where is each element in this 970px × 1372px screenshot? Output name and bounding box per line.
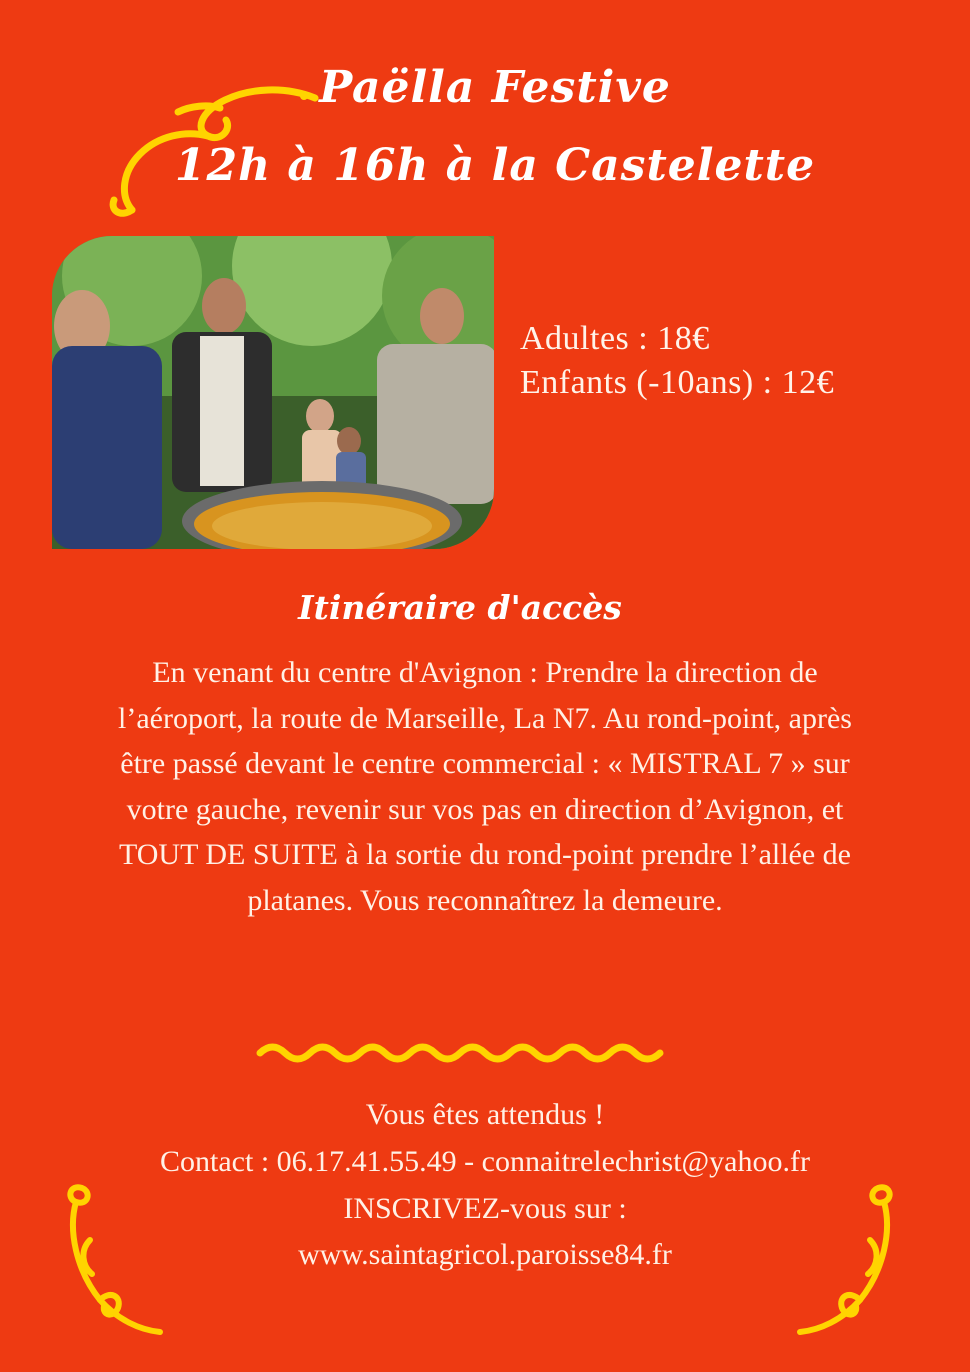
website-link[interactable]: www.saintagricol.paroisse84.fr [298,1238,672,1271]
contact-text: Contact : 06.17.41.55.49 - connaitrelechrist@yahoo.fr [160,1145,810,1178]
page-title-line1: Paëlla Festive [319,62,671,113]
flourish-ornament-right [790,1170,900,1350]
register-text: INSCRIVEZ-vous sur : [343,1192,627,1225]
flourish-ornament-left [60,1170,170,1350]
page-title-line2: 12h à 16h à la Castelette [174,140,816,191]
welcome-text: Vous êtes attendus ! [365,1098,605,1131]
itinerary-title: Itinéraire d'accès [298,588,622,627]
price-adults: Adultes : 18€ [520,320,710,357]
itinerary-text: En venant du centre d'Avignon : Prendre la direction de l’aéroport, la route de Marseille, La N7. Au rond-point, après être passé devant le centre commercial : « MISTRAL 7 » sur votre gauche, revenir sur vos pas en direction d’Avignon, et TOUT DE SUITE à la sortie du rond-point prendre l’allée de platanes. Vous reconnaîtrez la demeure. [118,656,852,917]
event-photo [52,236,494,549]
paella-group-photo [52,236,494,549]
wavy-divider [255,1038,665,1068]
price-children: Enfants (-10ans) : 12€ [520,364,835,401]
